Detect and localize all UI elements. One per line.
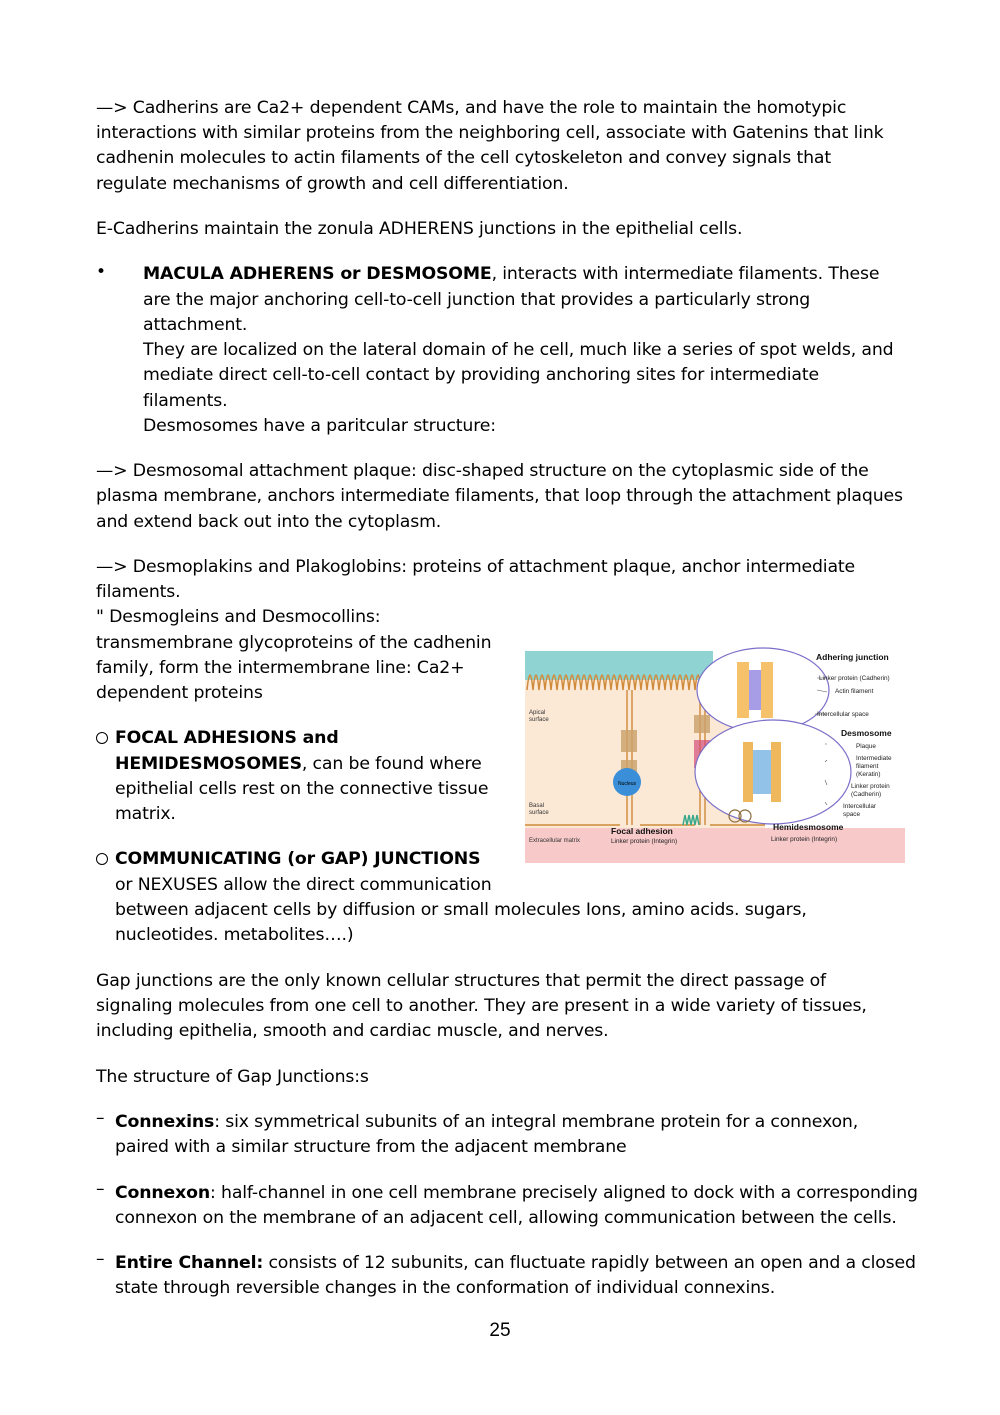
label: Extracellular matrix [529,838,581,844]
label: Linker protein (Integrin) [611,838,678,845]
section-heading: The structure of Gap Junctions:s [96,1067,369,1087]
circle-bullet-icon [96,853,108,865]
desmosome-label: Desmosome [841,728,892,738]
text-line: state through reversible changes in the conformation of individual connexins. [115,1278,776,1298]
text-line: filaments. [143,391,228,411]
text-line: —> Cadherins are Ca2+ dependent CAMs, and have the role to maintain the homotypic [96,98,847,118]
text-line [143,262,879,287]
text-line: Desmosomes have a paritcular structure: [143,416,496,436]
text-span: , can be found where [301,754,482,774]
text-line: between adjacent cells by diffusion or small molecules Ions, amino acids. sugars, [115,900,807,920]
text-line: filaments. [96,582,181,602]
term: COMMUNICATING (or GAP) JUNCTIONS [115,849,481,869]
text-line: connexon on the membrane of an adjacent cell, allowing communication between the cells. [115,1208,897,1228]
text-line: cadhenin molecules to actin filaments of the cell cytoskeleton and convey signals that [96,148,831,168]
nucleus-label: Nucleus [617,781,637,787]
term: MACULA ADHERENS or DESMOSOME [143,264,492,284]
text-line: regulate mechanisms of growth and cell differentiation. [96,174,569,194]
bullet-marker: • [96,262,107,282]
text-line: family, form the intermembrane line: Ca2+ [96,658,465,678]
text-line: —> Desmosomal attachment plaque: disc-shaped structure on the cytoplasmic side of the [96,461,869,481]
text-span: : six symmetrical subunits of an integral membrane protein for a connexon, [214,1112,859,1132]
term: Connexon [115,1183,211,1203]
desmosome-detail [743,742,781,802]
label: space [843,811,861,818]
term: Connexins [115,1112,215,1132]
label: Linker protein (Cadherin) [819,675,890,682]
text-line: mediate direct cell-to-cell contact by providing anchoring sites for intermediate [143,365,819,385]
text-line: attachment. [143,315,248,335]
dash-marker: – [96,1108,105,1128]
hemidesmosome-label: Hemidesmosome [773,822,844,832]
page-number: 25 [489,1320,511,1341]
label: surface [529,717,549,723]
term: FOCAL ADHESIONS and [115,728,339,748]
label: filament [856,763,879,770]
text-line: signaling molecules from one cell to another. They are present in a wide variety of tissues, [96,996,867,1016]
text-line [115,752,482,777]
text-line: —> Desmoplakins and Plakoglobins: proteins of attachment plaque, anchor intermediate [96,557,856,577]
text-line [115,726,339,751]
text-line: interactions with similar proteins from the neighboring cell, associate with Gatenins that link [96,123,884,143]
label: Linker protein (Integrin) [771,836,838,843]
e-cadherins-paragraph: E-Cadherins maintain the zonula ADHERENS junctions in the epithelial cells. [96,219,743,239]
label: Actin filament [835,688,874,695]
text-line: " Desmogleins and Desmocollins: [96,607,381,627]
adhering-junction-label: Adhering junction [816,652,889,662]
label: Intercellular space [817,711,869,718]
text-line: paired with a similar structure from the adjacent membrane [115,1137,627,1157]
text-line: plasma membrane, anchors intermediate filaments, that loop through the attachment plaques [96,486,903,506]
text-line: epithelial cells rest on the connective tissue [115,779,489,799]
text-line: transmembrane glycoproteins of the cadhenin [96,633,492,653]
term: HEMIDESMOSOMES [115,754,302,774]
text-line: Gap junctions are the only known cellular structures that permit the direct passage of [96,971,826,991]
text-line: nucleotides. metabolites….) [115,925,354,945]
text-line: or NEXUSES allow the direct communication [115,875,492,895]
cell-junctions-figure [525,640,905,863]
text-line [115,1181,918,1206]
label: Basal [529,803,545,809]
text-span: , interacts with intermediate filaments. These [491,264,880,284]
label: Plaque [856,743,876,750]
text-line [115,1110,858,1135]
adhering-junction-detail [737,662,773,718]
label: (Cadherin) [851,791,882,798]
label: (Keratin) [856,771,881,778]
text-span: consists of 12 subunits, can fluctuate rapidly between an open and a closed [263,1253,916,1273]
focal-adhesion-label: Focal adhesion [611,826,673,836]
term: Entire Channel: [115,1253,264,1273]
text-line: matrix. [115,804,176,824]
dash-marker: – [96,1179,105,1199]
label: surface [529,810,549,816]
label: Intercellular [843,803,877,810]
text-line: including epithelia, smooth and cardiac muscle, and nerves. [96,1021,609,1041]
text-line [115,1251,916,1276]
circle-bullet-icon [96,732,108,744]
text-span: : half-channel in one cell membrane precisely aligned to dock with a corresponding [210,1183,918,1203]
dash-marker: – [96,1249,105,1269]
text-line [115,847,480,872]
extracellular-matrix-band [525,828,905,863]
label: Apical [529,710,546,716]
label: Intermediate [856,755,892,762]
label: Linker protein [851,783,890,790]
text-line: are the major anchoring cell-to-cell junction that provides a particularly strong [143,290,811,310]
text-line: and extend back out into the cytoplasm. [96,512,442,532]
text-line: dependent proteins [96,683,263,703]
text-line: They are localized on the lateral domain of he cell, much like a series of spot welds, and [143,340,894,360]
